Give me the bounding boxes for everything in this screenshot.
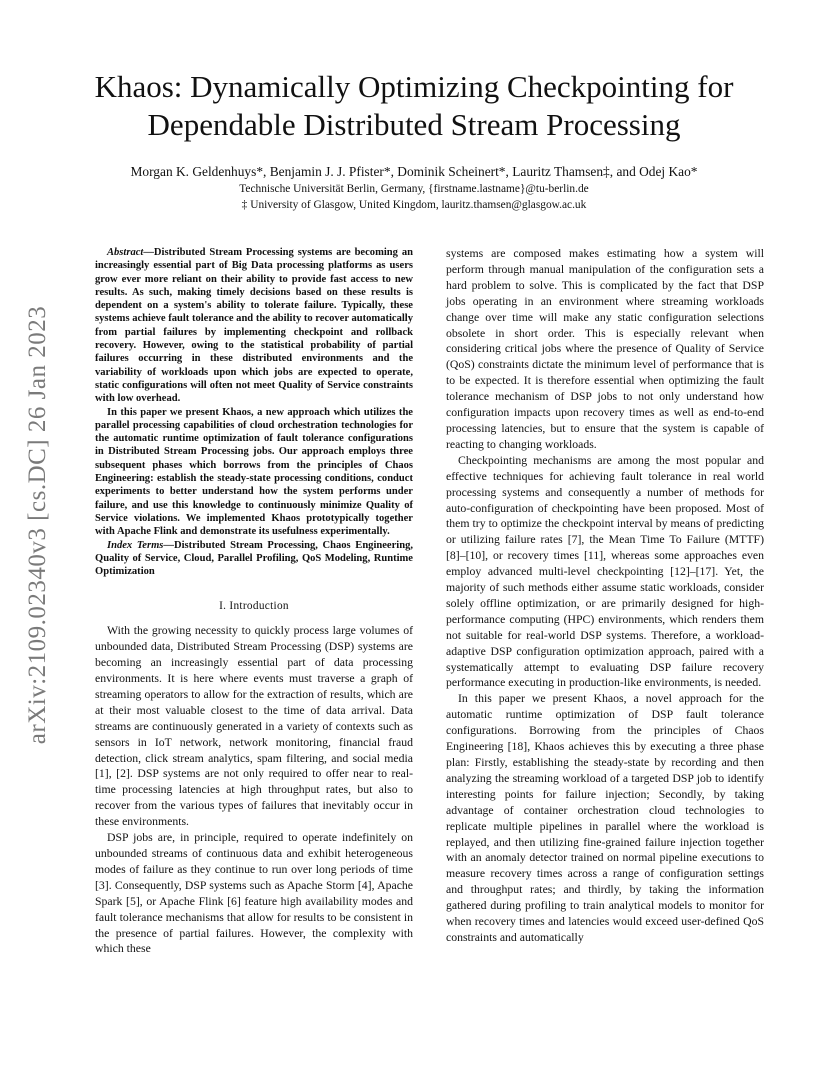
index-terms bbox=[95, 539, 413, 579]
author-list: Morgan K. Geldenhuys*, Benjamin J. J. Pfister*, Dominik Scheinert*, Lauritz Thamsen‡, and Odej Kao* bbox=[130, 164, 698, 179]
affiliation-tu-berlin: Technische Universität Berlin, Germany, {firstname.lastname}@tu-berlin.de bbox=[239, 183, 589, 195]
index-terms-label: Index Terms bbox=[107, 539, 164, 551]
index-terms-text: —Distributed Stream Processing, Chaos Engineering, Quality of Service, Cloud, Parallel Profiling, QoS Modeling, Runtime Optimization bbox=[95, 539, 413, 578]
intro-paragraph-1: With the growing necessity to quickly process large volumes of unbounded data, Distributed Stream Processing (DSP) systems are becoming an increasingly essential part of data processing environments. It is here where events must traverse a graph of streaming operators to allow for the extraction of results, which are at their most valuable closest to the time of data arrival. Data streams are continuously generated in a variety of contexts such as sensors in IoT network, network monitoring, financial fraud detection, click stream analytics, spam filtering, and social media [1], [2]. DSP systems are not only required to offer near to real-time processing latencies at high throughput rates, but also to recover from the various types of failures that inevitably occur in these environments. bbox=[95, 624, 413, 829]
abstract-label: Abstract bbox=[107, 247, 144, 258]
intro-paragraph-2: DSP jobs are, in principle, required to operate indefinitely on unbounded streams of continuous data and exhibit heterogeneous modes of failure as they continue to run over long periods of time [3]. Consequently, DSP systems such as Apache Storm [4], Apache Spark [5], or Apache Flink [6] feature high availability modes and fault tolerance mechanisms that allow for results to be consistent in the presence of partial failures. However, the complexity with which these bbox=[95, 831, 413, 956]
affiliation-glasgow: ‡ University of Glasgow, United Kingdom, lauritz.thamsen@glasgow.ac.uk bbox=[241, 199, 587, 211]
abstract-paragraph-1: —Distributed Stream Processing systems are becoming an increasingly essential part of Big Data processing platforms as users grow ever more reliant on their ability to provide fast access to new results. As such, making timely decisions based on these results is dependent on a system's ability to tolerate failure. Typically, these systems achieve fault tolerance and the ability to recover automatically from partial failures by implementing checkpoint and rollback recovery. However, owing to the statistical probability of partial failures occurring in these distributed environments and the variability of workloads upon which jobs are expected to operate, static configurations will often not meet Quality of Service constraints with low overhead. bbox=[95, 247, 414, 405]
title-line-2: Dependable Distributed Stream Processing bbox=[147, 107, 681, 142]
section-heading-introduction: I. Introduction bbox=[219, 600, 289, 613]
arxiv-stamp: arXiv:2109.02340v3 [cs.DC] 26 Jan 2023 bbox=[24, 305, 51, 745]
paper-title bbox=[60, 68, 768, 144]
body-paragraph-khaos: In this paper we present Khaos, a novel approach for the automatic runtime optimization of DSP fault tolerance configurations. Borrowing from the principles of Chaos Engineering [18], Khaos achieves this by executing a three phase plan: Firstly, establishing the steady-state by recording and then analyzing the streaming workload of a targeted DSP job to identify interesting points for failure injection; Secondly, by taking advantage of container orchestration cloud technologies to replicate multiple pipelines in parallel where the workload is replayed, and then utilizing fine-grained failure injection together with an anomaly detector trained on normal pipeline executions to measure recovery times across a range of configuration settings and throughput rates; and thirdly, by taking the information gathered during profiling to train analytical models to monitor for when recovery times and latencies would exceed user-defined QoS constraints and automatically bbox=[446, 692, 764, 944]
abstract-paragraph-2: In this paper we present Khaos, a new approach which utilizes the parallel processing capabilities of cloud orchestration technologies for the automatic runtime optimization of fault tolerance configurations in Distributed Stream Processing jobs. Our approach employs three subsequent phases which borrows from the principles of Chaos Engineering: establish the steady-state processing conditions, conduct experiments to better understand how the system performs under failure, and use this knowledge to continuously minimize Quality of Service violations. We implemented Khaos prototypically together with Apache Flink and demonstrate its usefulness experimentally. bbox=[95, 406, 413, 538]
left-column bbox=[95, 246, 413, 957]
abstract bbox=[95, 246, 413, 539]
title-line-1: Khaos: Dynamically Optimizing Checkpointing for bbox=[94, 69, 734, 104]
body-paragraph-continued: systems are composed makes estimating how a system will perform through manual manipulation of the configuration sets a hard problem to solve. This is complicated by the fact that DSP jobs operating in an environment where streaming workloads change over time will make any static configuration selections obsolete in short order. This is especially relevant when considering critical jobs where the presence of Quality of Service (QoS) constraints dictate the minimum level of performance that is to be expected. It is therefore essential when optimizing the fault tolerance mechanism of DSP jobs to not only understand how configuration impacts upon recovery times as well as end-to-end processing latencies, but to ensure that the system is capable of reacting to changing workloads. bbox=[446, 247, 764, 451]
right-column bbox=[446, 246, 764, 946]
body-paragraph-checkpointing: Checkpointing mechanisms are among the most popular and effective techniques for achieving fault tolerance in real world processing systems and consequently a number of methods for auto-configuration of checkpointing have been proposed. Most of them try to optimize the checkpoint interval by means of predicting or utilizing failure rates [7], the Mean Time To Failure (MTTF) [8]–[10], or recovery times [11], whereas some approaches even employ advanced multi-level checkpointing [12]–[17]. Yet, the majority of such methods either assume static workloads, consider solely offline optimization, or are primarily designed for high-performance computing (HPC) environments, which renders them not suitable for real-world DSP systems. Therefore, a workload-adaptive DSP configuration optimization approach, paired with a systematically attempt to evaluating DSP failure recovery performance executing in production-like environments, is needed. bbox=[446, 453, 764, 690]
